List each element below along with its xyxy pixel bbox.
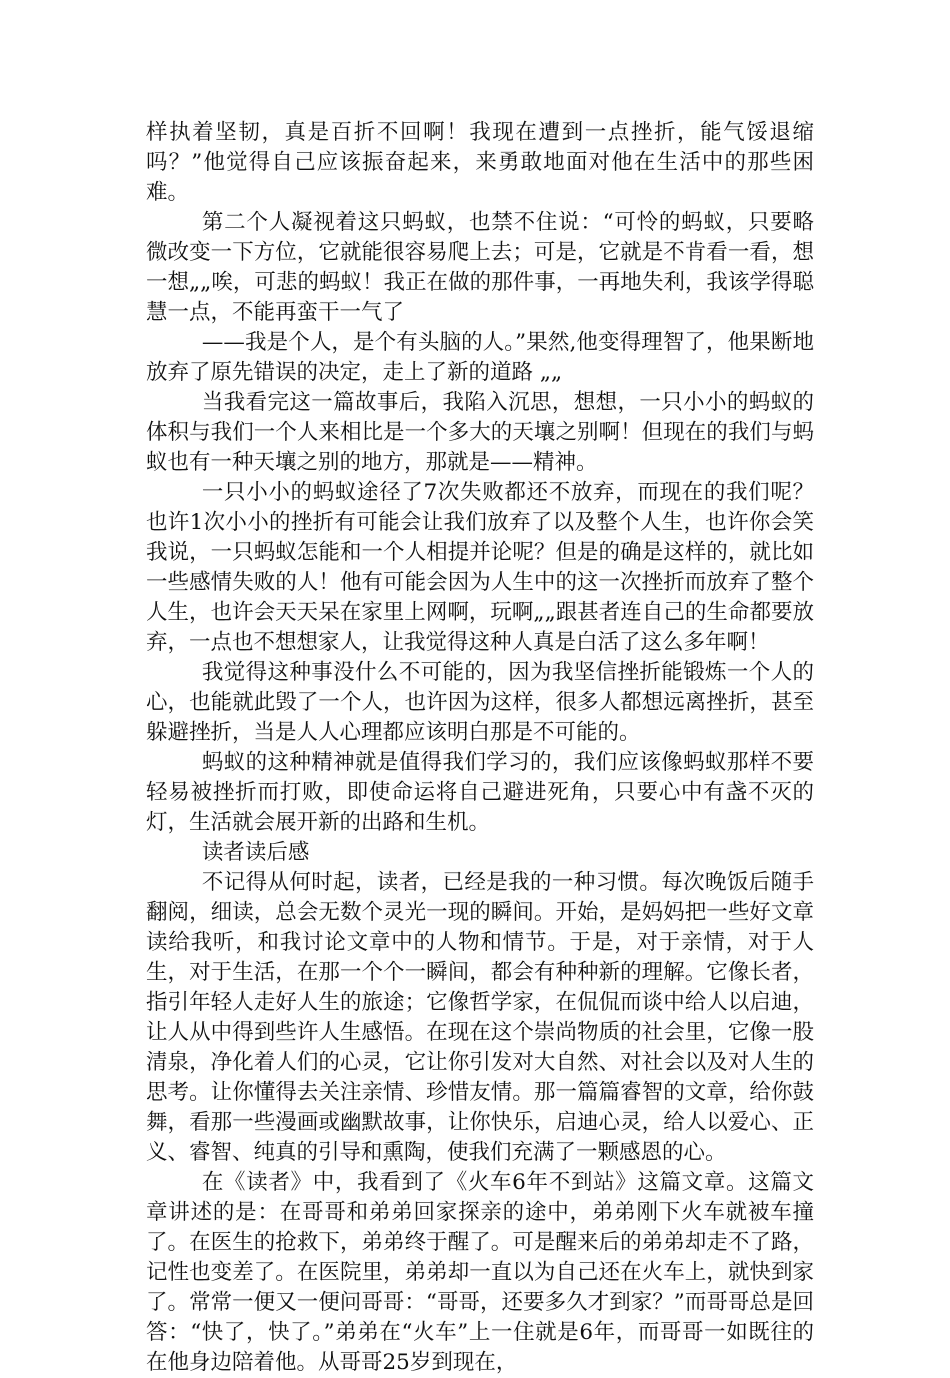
paragraph: 不记得从何时起，读者，已经是我的一种习惯。每次晚饭后随手翻阅，细读，总会无数个灵光一现的瞬间。开始，是妈妈把一些好文章读给我听，和我讨论文章中的人物和情节。于是，对于亲情，对于人生，对于生活，在那一个个一瞬间，都会有种种新的理解。它像长者，指引年轻人走好人生的旅途；它像哲学家，在侃侃而谈中给人以启迪，让人从中得到些许人生感悟。在现在这个崇尚物质的社会里，它像一股清泉，净化着人们的心灵，它让你引发对大自然、对社会以及对人生的思考。让你懂得去关注亲情、珍惜友情。那一篇篇睿智的文章，给你鼓舞，看那一些漫画或幽默故事，让你快乐，启迪心灵，给人以爱心、正义、睿智、纯真的引导和熏陶，使我们充满了一颗感恩的心。 bbox=[146, 870, 814, 1165]
paragraph: 我觉得这种事没什么不可能的，因为我坚信挫折能锻炼一个人的心，也能就此毁了一个人，也许因为这样，很多人都想远离挫折，甚至躲避挫折，当是人人心理都应该明白那是不可能的。 bbox=[146, 660, 814, 745]
paragraph: ——我是个人，是个有头脑的人。”果然,他变得理智了，他果断地放弃了原先错误的决定，走上了新的道路 „„ bbox=[146, 330, 814, 385]
document-body bbox=[146, 118, 814, 1378]
paragraph: 一只小小的蚂蚁途径了7次失败都还不放弃，而现在的我们呢？也许1次小小的挫折有可能会让我们放弃了以及整个人生，也许你会笑我说，一只蚂蚁怎能和一个人相提并论呢？但是的确是这样的，就比如一些感情失败的人！他有可能会因为人生中的这一次挫折而放弃了整个人生，也许会天天呆在家里上网啊，玩啊„„跟甚者连自己的生命都要放弃，一点也不想想家人，让我觉得这种人真是白活了这么多年啊！ bbox=[146, 480, 814, 655]
paragraph: 第二个人凝视着这只蚂蚁，也禁不住说：“可怜的蚂蚁，只要略微改变一下方位，它就能很容易爬上去；可是，它就是不肯看一看，想一想„„唉，可悲的蚂蚁！我正在做的那件事，一再地失利，我该学得聪慧一点，不能再蛮干一气了 bbox=[146, 210, 814, 325]
paragraph: 蚂蚁的这种精神就是值得我们学习的，我们应该像蚂蚁那样不要轻易被挫折而打败，即使命运将自己避进死角，只要心中有盏不灭的灯，生活就会展开新的出路和生机。 bbox=[146, 750, 814, 835]
paragraph: 当我看完这一篇故事后，我陷入沉思，想想，一只小小的蚂蚁的体积与我们一个人来相比是一个多大的天壤之别啊！但现在的我们与蚂蚁也有一种天壤之别的地方，那就是——精神。 bbox=[146, 390, 814, 475]
section-title: 读者读后感 bbox=[201, 840, 310, 865]
paragraph: 在《读者》中，我看到了《火车6年不到站》这篇文章。这篇文章讲述的是：在哥哥和弟弟回家探亲的途中，弟弟刚下火车就被车撞了。在医生的抢救下，弟弟终于醒了。可是醒来后的弟弟却走不了路，记性也变差了。在医院里，弟弟却一直以为自己还在火车上，就快到家了。常常一便又一便问哥哥：“哥哥，还要多久才到家？”而哥哥总是回答：“快了，快了。”弟弟在“火车”上一住就是6年，而哥哥一如既往的在他身边陪着他。从哥哥25岁到现在， bbox=[146, 1170, 814, 1375]
paragraph: 样执着坚韧，真是百折不回啊！我现在遭到一点挫折，能气馁退缩吗？”他觉得自己应该振奋起来，来勇敢地面对他在生活中的那些困难。 bbox=[146, 120, 814, 205]
